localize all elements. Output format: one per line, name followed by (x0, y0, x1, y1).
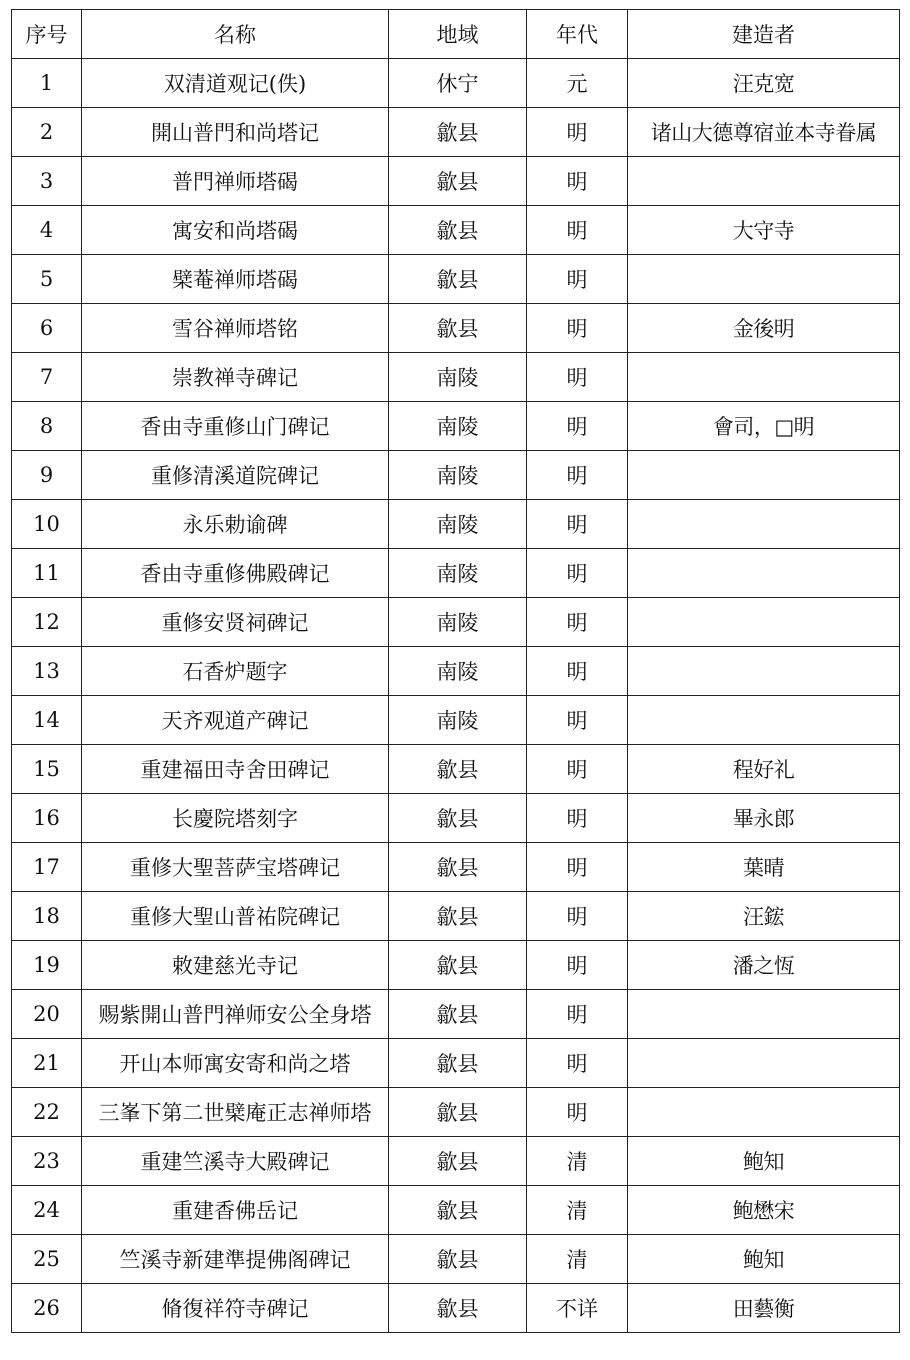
cell-region: 歙县 (389, 843, 527, 892)
cell-era: 明 (527, 1039, 628, 1088)
cell-index: 19 (12, 941, 82, 990)
cell-index: 9 (12, 451, 82, 500)
cell-name: 双清道观记(佚) (82, 59, 389, 108)
cell-builder: 葉晴 (628, 843, 900, 892)
cell-index: 3 (12, 157, 82, 206)
cell-era: 清 (527, 1137, 628, 1186)
table-row (12, 598, 900, 647)
cell-era: 明 (527, 255, 628, 304)
table-row (12, 647, 900, 696)
header-region: 地域 (389, 10, 527, 59)
cell-index: 26 (12, 1284, 82, 1333)
cell-name: 重修安贤祠碑记 (82, 598, 389, 647)
table-row (12, 990, 900, 1039)
cell-builder (628, 500, 900, 549)
cell-region: 歙县 (389, 108, 527, 157)
cell-name: 开山本师寓安寄和尚之塔 (82, 1039, 389, 1088)
cell-region: 歙县 (389, 1186, 527, 1235)
cell-era: 明 (527, 1088, 628, 1137)
cell-era: 明 (527, 696, 628, 745)
cell-era: 明 (527, 745, 628, 794)
cell-builder: 畢永郎 (628, 794, 900, 843)
cell-region: 歙县 (389, 1039, 527, 1088)
cell-name: 雪谷禅师塔铭 (82, 304, 389, 353)
cell-region: 南陵 (389, 549, 527, 598)
cell-index: 22 (12, 1088, 82, 1137)
cell-name: 竺溪寺新建準提佛阁碑记 (82, 1235, 389, 1284)
table-row (12, 1284, 900, 1333)
cell-name: 长慶院塔刻字 (82, 794, 389, 843)
cell-name: 敕建慈光寺记 (82, 941, 389, 990)
cell-region: 南陵 (389, 598, 527, 647)
cell-name: 重修清溪道院碑记 (82, 451, 389, 500)
cell-name: 普門禅师塔碣 (82, 157, 389, 206)
cell-era: 明 (527, 647, 628, 696)
cell-region: 歙县 (389, 1137, 527, 1186)
cell-name: 香由寺重修佛殿碑记 (82, 549, 389, 598)
cell-name: 石香炉题字 (82, 647, 389, 696)
cell-region: 休宁 (389, 59, 527, 108)
table-row (12, 1039, 900, 1088)
table-row (12, 304, 900, 353)
cell-era: 明 (527, 549, 628, 598)
cell-index: 4 (12, 206, 82, 255)
cell-region: 南陵 (389, 402, 527, 451)
cell-name: 永乐勅谕碑 (82, 500, 389, 549)
cell-region: 南陵 (389, 353, 527, 402)
cell-era: 不详 (527, 1284, 628, 1333)
cell-builder (628, 696, 900, 745)
cell-builder (628, 255, 900, 304)
cell-builder (628, 990, 900, 1039)
table-row (12, 353, 900, 402)
cell-index: 1 (12, 59, 82, 108)
table-row (12, 451, 900, 500)
cell-builder: 田藝衡 (628, 1284, 900, 1333)
cell-index: 11 (12, 549, 82, 598)
cell-name: 香由寺重修山门碑记 (82, 402, 389, 451)
cell-region: 歙县 (389, 1235, 527, 1284)
inscriptions-table (11, 9, 900, 1333)
cell-region: 歙县 (389, 794, 527, 843)
table-row (12, 206, 900, 255)
cell-name: 開山普門和尚塔记 (82, 108, 389, 157)
table-body (12, 59, 900, 1333)
cell-index: 24 (12, 1186, 82, 1235)
cell-index: 10 (12, 500, 82, 549)
cell-name: 檗菴禅师塔碣 (82, 255, 389, 304)
cell-era: 明 (527, 206, 628, 255)
cell-name: 重修大聖山普祐院碑记 (82, 892, 389, 941)
cell-index: 12 (12, 598, 82, 647)
cell-builder (628, 353, 900, 402)
cell-region: 南陵 (389, 451, 527, 500)
table-row (12, 500, 900, 549)
cell-name: 三峯下第二世檗庵正志禅师塔 (82, 1088, 389, 1137)
cell-builder (628, 157, 900, 206)
cell-region: 南陵 (389, 647, 527, 696)
cell-region: 歙县 (389, 1088, 527, 1137)
cell-region: 歙县 (389, 990, 527, 1039)
cell-region: 歙县 (389, 304, 527, 353)
cell-index: 5 (12, 255, 82, 304)
cell-era: 明 (527, 500, 628, 549)
cell-region: 歙县 (389, 157, 527, 206)
cell-index: 8 (12, 402, 82, 451)
cell-region: 歙县 (389, 745, 527, 794)
table-row (12, 255, 900, 304)
cell-index: 6 (12, 304, 82, 353)
cell-builder (628, 549, 900, 598)
table-row (12, 1235, 900, 1284)
cell-builder: 潘之恆 (628, 941, 900, 990)
cell-era: 明 (527, 451, 628, 500)
cell-builder (628, 647, 900, 696)
cell-name: 重建福田寺舍田碑记 (82, 745, 389, 794)
cell-era: 清 (527, 1235, 628, 1284)
table-row (12, 745, 900, 794)
cell-name: 重建香佛岳记 (82, 1186, 389, 1235)
cell-era: 明 (527, 402, 628, 451)
header-row (12, 10, 900, 59)
cell-builder: 鲍知 (628, 1235, 900, 1284)
header-era: 年代 (527, 10, 628, 59)
table-row (12, 696, 900, 745)
cell-region: 南陵 (389, 500, 527, 549)
cell-builder: 鲍知 (628, 1137, 900, 1186)
table-row (12, 157, 900, 206)
cell-builder: 金後明 (628, 304, 900, 353)
cell-era: 明 (527, 941, 628, 990)
cell-index: 23 (12, 1137, 82, 1186)
table-row (12, 59, 900, 108)
cell-index: 7 (12, 353, 82, 402)
cell-builder: 鲍懋宋 (628, 1186, 900, 1235)
header-index: 序号 (12, 10, 82, 59)
cell-era: 明 (527, 892, 628, 941)
cell-name: 天齐观道产碑记 (82, 696, 389, 745)
cell-index: 17 (12, 843, 82, 892)
cell-index: 21 (12, 1039, 82, 1088)
table-row (12, 941, 900, 990)
cell-builder: 大守寺 (628, 206, 900, 255)
cell-era: 明 (527, 794, 628, 843)
cell-index: 16 (12, 794, 82, 843)
table-row (12, 402, 900, 451)
cell-region: 歙县 (389, 892, 527, 941)
cell-index: 25 (12, 1235, 82, 1284)
cell-era: 明 (527, 990, 628, 1039)
cell-builder (628, 1088, 900, 1137)
table-row (12, 108, 900, 157)
cell-builder (628, 451, 900, 500)
cell-region: 歙县 (389, 255, 527, 304)
table-row (12, 843, 900, 892)
cell-name: 赐紫開山普門禅师安公全身塔 (82, 990, 389, 1039)
cell-index: 13 (12, 647, 82, 696)
cell-index: 20 (12, 990, 82, 1039)
cell-region: 歙县 (389, 206, 527, 255)
table-row (12, 892, 900, 941)
cell-era: 明 (527, 304, 628, 353)
cell-era: 元 (527, 59, 628, 108)
cell-builder: 會司，□明 (628, 402, 900, 451)
cell-region: 歙县 (389, 1284, 527, 1333)
cell-index: 14 (12, 696, 82, 745)
cell-era: 明 (527, 598, 628, 647)
cell-builder: 诸山大德尊宿並本寺眷属 (628, 108, 900, 157)
table-row (12, 1186, 900, 1235)
cell-era: 明 (527, 843, 628, 892)
cell-index: 2 (12, 108, 82, 157)
cell-builder: 汪鋐 (628, 892, 900, 941)
cell-region: 歙县 (389, 941, 527, 990)
table-row (12, 1137, 900, 1186)
cell-index: 15 (12, 745, 82, 794)
table-row (12, 794, 900, 843)
header-builder: 建造者 (628, 10, 900, 59)
cell-name: 重建竺溪寺大殿碑记 (82, 1137, 389, 1186)
cell-name: 寓安和尚塔碣 (82, 206, 389, 255)
cell-era: 清 (527, 1186, 628, 1235)
cell-name: 脩復祥符寺碑记 (82, 1284, 389, 1333)
table-row (12, 549, 900, 598)
cell-builder (628, 1039, 900, 1088)
cell-era: 明 (527, 157, 628, 206)
cell-era: 明 (527, 108, 628, 157)
cell-name: 重修大聖菩萨宝塔碑记 (82, 843, 389, 892)
cell-index: 18 (12, 892, 82, 941)
cell-builder: 程好礼 (628, 745, 900, 794)
cell-region: 南陵 (389, 696, 527, 745)
cell-builder (628, 598, 900, 647)
header-name: 名称 (82, 10, 389, 59)
table-row (12, 1088, 900, 1137)
cell-builder: 汪克宽 (628, 59, 900, 108)
cell-era: 明 (527, 353, 628, 402)
cell-name: 崇教禅寺碑记 (82, 353, 389, 402)
